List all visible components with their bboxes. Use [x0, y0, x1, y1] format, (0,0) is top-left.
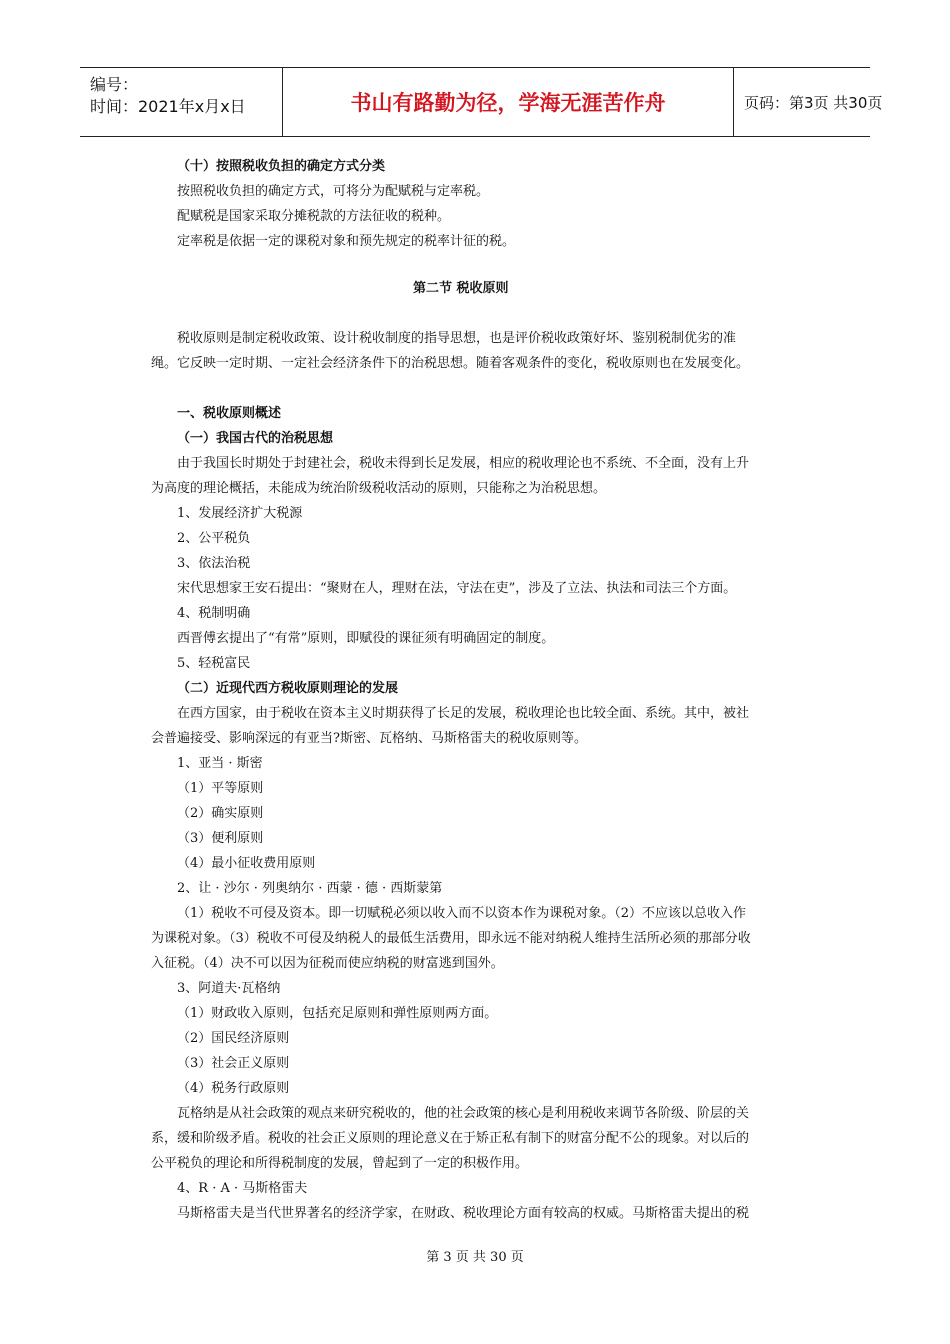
- list-item: 3、依法治税: [177, 556, 251, 571]
- list-item: （4）最小征收费用原则: [177, 856, 316, 871]
- paragraph-line: 入征税。（4）决不可以因为征税而使应纳税的财富逃到国外。: [151, 956, 504, 971]
- list-item: 2、公平税负: [177, 531, 251, 546]
- header-motto: 书山有路勤为径，学海无涯苦作舟: [282, 68, 734, 136]
- header-page-number: 页码：第3页 共30页: [744, 93, 883, 112]
- paragraph-line: 西晋傅玄提出了“有常”原则，即赋役的课征须有明确固定的制度。: [177, 631, 555, 646]
- list-item: 1、亚当 · 斯密: [177, 756, 263, 771]
- subsection-heading: （一）我国古代的治税思想: [177, 431, 334, 446]
- list-item: （3）便利原则: [177, 831, 264, 846]
- list-item: （1）财政收入原则，包括充足原则和弹性原则两方面。: [177, 1006, 498, 1021]
- paragraph-line: 绳。它反映一定时期、一定社会经济条件下的治税思想。随着客观条件的变化，税收原则也在发展变化。: [151, 356, 750, 371]
- paragraph-line: 在西方国家，由于税收在资本主义时期获得了长足的发展，税收理论也比较全面、系统。其中，被社: [177, 706, 750, 721]
- list-item: （2）确实原则: [177, 806, 264, 821]
- page-header: [80, 67, 883, 137]
- header-meta: [80, 68, 282, 136]
- paragraph-line: 税收原则是制定税收政策、设计税收制度的指导思想，也是评价税收政策好坏、鉴别税制优劣的准: [177, 331, 737, 346]
- paragraph-line: 马斯格雷夫是当代世界著名的经济学家，在财政、税收理论方面有较高的权威。马斯格雷夫提出的税: [177, 1206, 750, 1221]
- list-item: （1）平等原则: [177, 781, 264, 796]
- list-item: 5、轻税富民: [177, 656, 251, 671]
- paragraph-line: 宋代思想家王安石提出：“聚财在人，理财在法，守法在吏”，涉及了立法、执法和司法三个方面。: [177, 581, 737, 596]
- paragraph-line: 按照税收负担的确定方式，可将分为配赋税与定率税。: [177, 184, 490, 199]
- paragraph-line: 为高度的理论概括，未能成为统治阶级税收活动的原则，只能称之为治税思想。: [151, 481, 607, 496]
- paragraph-line: 瓦格纳是从社会政策的观点来研究税收的，他的社会政策的核心是利用税收来调节各阶级、阶层的关: [177, 1106, 750, 1121]
- list-item: （3）社会正义原则: [177, 1056, 290, 1071]
- list-item: 4、税制明确: [177, 606, 251, 621]
- section-heading: 一、税收原则概述: [177, 406, 282, 421]
- list-item: 2、让 · 沙尔 · 列奥纳尔 · 西蒙 · 德 · 西斯蒙第: [177, 881, 443, 896]
- paragraph-line: 为课税对象。（3）税收不可侵及纳税人的最低生活费用，即永远不能对纳税人维持生活所必须的那部分收: [151, 931, 751, 946]
- list-item: 4、R · A · 马斯格雷夫: [177, 1181, 308, 1196]
- page-footer: 第 3 页 共 30 页: [426, 1250, 524, 1265]
- list-item: 1、发展经济扩大税源: [177, 506, 303, 521]
- paragraph-line: 定率税是依据一定的课税对象和预先规定的税率计征的税。: [177, 234, 516, 249]
- paragraph-line: 系，缓和阶级矛盾。税收的社会正义原则的理论意义在于矫正私有制下的财富分配不公的现象。对以后的: [151, 1131, 750, 1146]
- section-title: 第二节 税收原则: [413, 281, 509, 296]
- paragraph-line: 公平税负的理论和所得税制度的发展，曾起到了一定的积极作用。: [151, 1156, 529, 1171]
- paragraph-line: 会普遍接受、影响深远的有亚当?斯密、瓦格纳、马斯格雷夫的税收原则等。: [151, 731, 587, 746]
- paragraph-line: 由于我国长时期处于封建社会，税收未得到长足发展，相应的税收理论也不系统、不全面，没有上升: [177, 456, 750, 471]
- document-number-label: 编号：: [90, 75, 139, 94]
- section-heading: （十）按照税收负担的确定方式分类: [177, 159, 386, 174]
- subsection-heading: （二）近现代西方税收原则理论的发展: [177, 681, 399, 696]
- document-date-label: 时间：2021年x月x日: [90, 97, 246, 116]
- list-item: 3、阿道夫·瓦格纳: [177, 981, 281, 996]
- paragraph-line: 配赋税是国家采取分摊税款的方法征收的税种。: [177, 209, 451, 224]
- paragraph-line: （1）税收不可侵及资本。即一切赋税必须以收入而不以资本作为课税对象。（2）不应该以总收入作: [177, 906, 747, 921]
- list-item: （4）税务行政原则: [177, 1081, 290, 1096]
- list-item: （2）国民经济原则: [177, 1031, 290, 1046]
